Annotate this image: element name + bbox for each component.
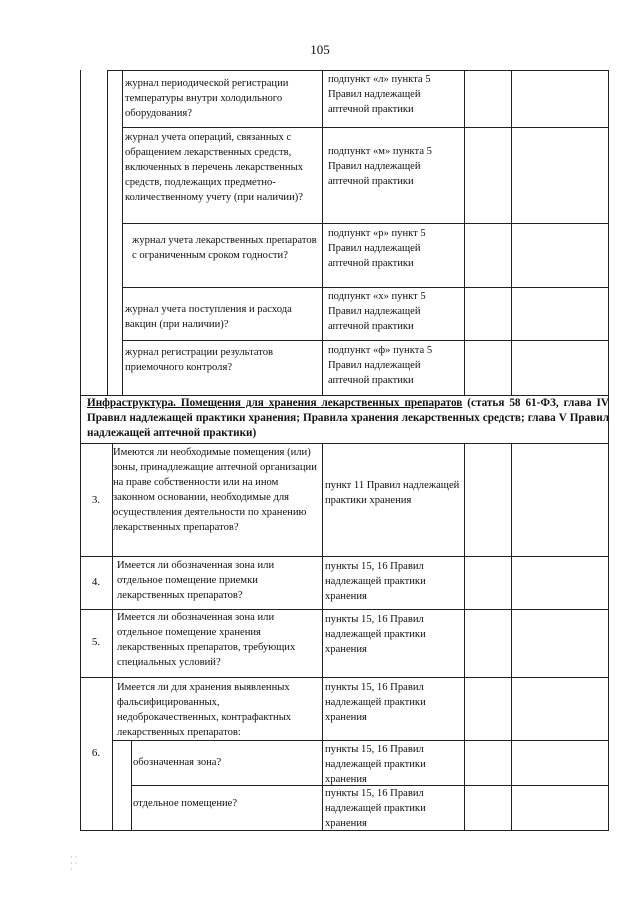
reference-cell: пункты 15, 16 Правил надлежащей практики хранения xyxy=(325,614,426,655)
row-divider xyxy=(122,127,609,128)
reference-cell: пункты 15, 16 Правил надлежащей практики хранения xyxy=(325,561,426,602)
question-cell: Имеются ли необходимые помещения (или) зоны, принадлежащие аптечной организации на праве собственности или на ином законном основании, необходимые для осуществления деятельности по хранению лекарственных препаратов? xyxy=(113,447,317,533)
row-divider xyxy=(80,556,609,557)
reference-cell: пункты 15, 16 Правил надлежащей практики хранения xyxy=(325,788,426,829)
reference-cell: пункты 15, 16 Правил надлежащей практики хранения xyxy=(325,744,426,785)
section-heading-title: Инфраструктура. Помещения для хранения лекарственных препаратов xyxy=(87,397,463,409)
reference-cell: подпункт «л» пункта 5 Правил надлежащей аптечной практики xyxy=(328,74,431,115)
question-cell: Имеется ли обозначенная зона или отдельное помещение приемки лекарственных препаратов? xyxy=(117,560,275,601)
section-heading-sources: (статья 58 61-ФЗ, глава IV Правил надлежащей практики хранения; Правила хранения лекарственных средств; глава V Правил надлежащей аптечной практики) xyxy=(87,397,609,439)
col-divider xyxy=(511,443,512,830)
reference-cell: подпункт «х» пункт 5 Правил надлежащей аптечной практики xyxy=(328,291,426,332)
question-cell: отдельное помещение? xyxy=(133,798,238,809)
col-divider xyxy=(107,70,108,395)
col-divider xyxy=(131,740,132,830)
reference-cell: подпункт «р» пункт 5 Правил надлежащей аптечной практики xyxy=(328,228,426,269)
col-divider xyxy=(80,70,81,395)
question-cell: журнал учета операций, связанных с обращением лекарственных средств, включенных в перечень лекарственных средств, подлежащих предметно-количественному учету (при наличии)? xyxy=(125,132,304,203)
section-bottom-line xyxy=(80,443,609,444)
page-number: 105 xyxy=(310,42,330,57)
row-number: 5. xyxy=(91,636,101,648)
col-divider xyxy=(608,70,609,395)
row-divider xyxy=(112,740,609,741)
col-divider xyxy=(80,395,81,443)
question-cell: обозначенная зона? xyxy=(133,757,222,768)
question-cell: Имеется ли для хранения выявленных фальсифицированных, недоброкачественных, контрафактных лекарственных препаратов: xyxy=(117,682,292,738)
col-divider xyxy=(464,70,465,395)
question-cell: журнал регистрации результатов приемочного контроля? xyxy=(125,347,274,373)
col-divider xyxy=(322,443,323,830)
question-cell: журнал учета лекарственных препаратов с ограниченным сроком годности? xyxy=(132,235,317,261)
row-number: 4. xyxy=(91,576,101,588)
col-divider xyxy=(464,443,465,830)
col-divider xyxy=(608,443,609,830)
row-number: 3. xyxy=(91,494,101,506)
question-cell: Имеется ли обозначенная зона или отдельное помещение хранения лекарственных препаратов, требующих специальных условий? xyxy=(117,612,296,668)
col-divider xyxy=(322,70,323,395)
row-number: 6. xyxy=(91,747,101,759)
row-divider xyxy=(80,677,609,678)
row-divider xyxy=(122,340,609,341)
col-divider xyxy=(122,70,123,395)
scan-artifact-dots: · · · · · xyxy=(70,853,78,874)
row-divider xyxy=(122,287,609,288)
section-heading xyxy=(87,396,609,441)
reference-cell: пункт 11 Правил надлежащей практики хранения xyxy=(325,480,460,506)
question-cell: журнал периодической регистрации температуры внутри холодильного оборудования? xyxy=(125,78,289,119)
reference-cell: пункты 15, 16 Правил надлежащей практики хранения xyxy=(325,682,426,723)
question-cell: журнал учета поступления и расхода вакцин (при наличии)? xyxy=(125,304,292,330)
reference-cell: подпункт «м» пункта 5 Правил надлежащей аптечной практики xyxy=(328,146,432,187)
row-divider xyxy=(122,223,609,224)
col-divider xyxy=(511,70,512,395)
row-divider xyxy=(107,70,609,71)
reference-cell: подпункт «ф» пункта 5 Правил надлежащей аптечной практики xyxy=(328,345,433,386)
